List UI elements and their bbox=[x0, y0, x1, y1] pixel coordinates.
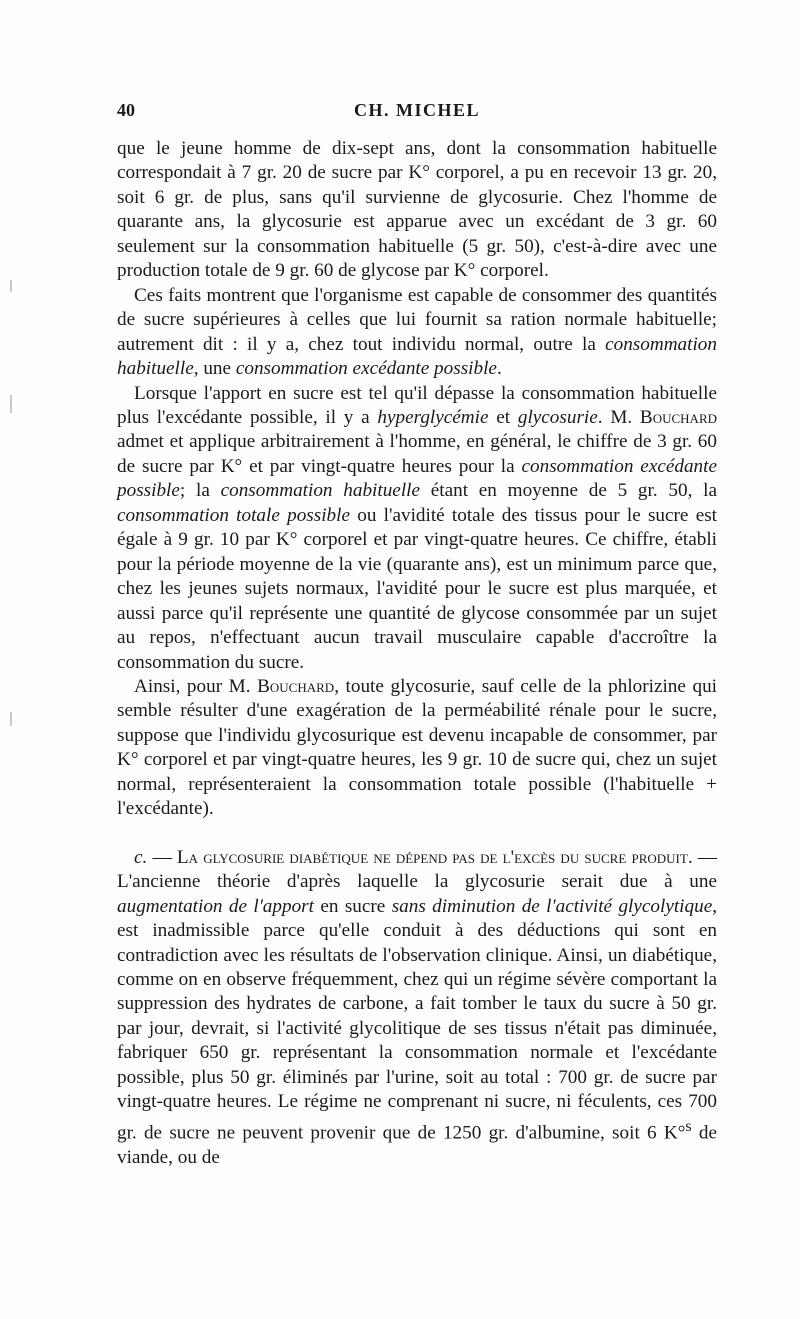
margin-mark bbox=[10, 395, 12, 413]
paragraph-5: c. — La glycosurie diabétique ne dépend pas de l'excès du sucre produit. — L'ancienne théorie d'après laquelle la glycosurie serait due à une augmentation de l'apport en sucre sans diminution de l'activité glycolytique, est inadmissible parce qu'elle conduit à des déductions qui sont en contradiction avec les résultats de l'observation clinique. Ainsi, un diabétique, comme on en observe fréquemment, chez qui un régime sévère comportant la suppression des hydrates de carbone, a fait tomber le taux du sucre à 50 gr. par jour, devrait, si l'activité glycolitique de ses tissus n'était pas diminuée, fabriquer 650 gr. représentant la consommation normale et l'excédante possible, plus 50 gr. éliminés par l'urine, soit au total : 700 gr. de sucre par vingt-quatre heures. Le régime ne comprenant ni sucre, ni féculents, ces 700 gr. de sucre ne peuvent provenir que de 1250 gr. d'albumine, soit 6 K°$^s$ de viande, ou de bbox=[117, 846, 718, 1168]
margin-mark bbox=[10, 280, 12, 292]
section-gap bbox=[117, 822, 717, 846]
section-heading: La glycosurie diabétique ne dépend pas de l'excès du sucre produit. bbox=[176, 846, 693, 868]
margin-mark bbox=[10, 712, 12, 726]
author-name: Bouchard bbox=[257, 675, 335, 697]
paragraph-2: Ces faits montrent que l'organisme est capable de consommer des quantités de sucre supérieures à celles que lui fournit sa ration normale habituelle; autrement dit : il y a, chez tout individu normal, outre la consommation habituelle, une consommation excédante possible. bbox=[117, 284, 717, 380]
paragraph-4: Ainsi, pour M. Bouchard, toute glycosurie, sauf celle de la phlorizine qui semble résulter d'une exagération de la perméabilité rénale pour le sucre, suppose que l'individu glycosurique est devenu incapable de consommer, par K° corporel et par vingt-quatre heures, les 9 gr. 10 de sucre qui, chez un sujet normal, représenteraient la consommation totale possible (l'habituelle + l'excédante). bbox=[117, 675, 717, 820]
body-text bbox=[117, 137, 717, 1170]
paragraph-3: Lorsque l'apport en sucre est tel qu'il dépasse la consommation habituelle plus l'excédante possible, il y a hyperglycémie et glycosurie. M. Bouchard admet et applique arbitrairement à l'homme, en général, le chiffre de 3 gr. 60 de sucre par K° et par vingt-quatre heures pour la consommation excédante possible; la consommation habituelle étant en moyenne de 5 gr. 50, la consommation totale possible ou l'avidité totale des tissus pour le sucre est égale à 9 gr. 10 par K° corporel et par vingt-quatre heures. Ce chiffre, établi pour la période moyenne de la vie (quarante ans), est un minimum parce que, chez les jeunes sujets normaux, l'avidité pour le sucre est plus marquée, et aussi parce qu'il représente une quantité de glycose consommée par un sujet au repos, n'effectuant aucun travail musculaire capable d'accroître la consommation du sucre. bbox=[117, 382, 718, 673]
author-name: Bouchard bbox=[639, 406, 718, 428]
running-title: CH. MICHEL bbox=[353, 100, 480, 120]
paragraph-1: que le jeune homme de dix-sept ans, dont la consommation habituelle correspondait à 7 gr. 20 de sucre par K° corporel, a pu en recevoir 13 gr. 20, soit 6 gr. de plus, sans qu'il survienne de glycosurie. Chez l'homme de quarante ans, la glycosurie est apparue avec un excédant de 3 gr. 60 seulement sur la consommation habituelle (5 gr. 50), c'est-à-dire avec une production totale de 9 gr. 60 de glycose par K° corporel. bbox=[117, 138, 717, 282]
page-number: 40 bbox=[117, 100, 135, 120]
section-letter: c. bbox=[134, 846, 148, 868]
page-header bbox=[117, 100, 717, 124]
